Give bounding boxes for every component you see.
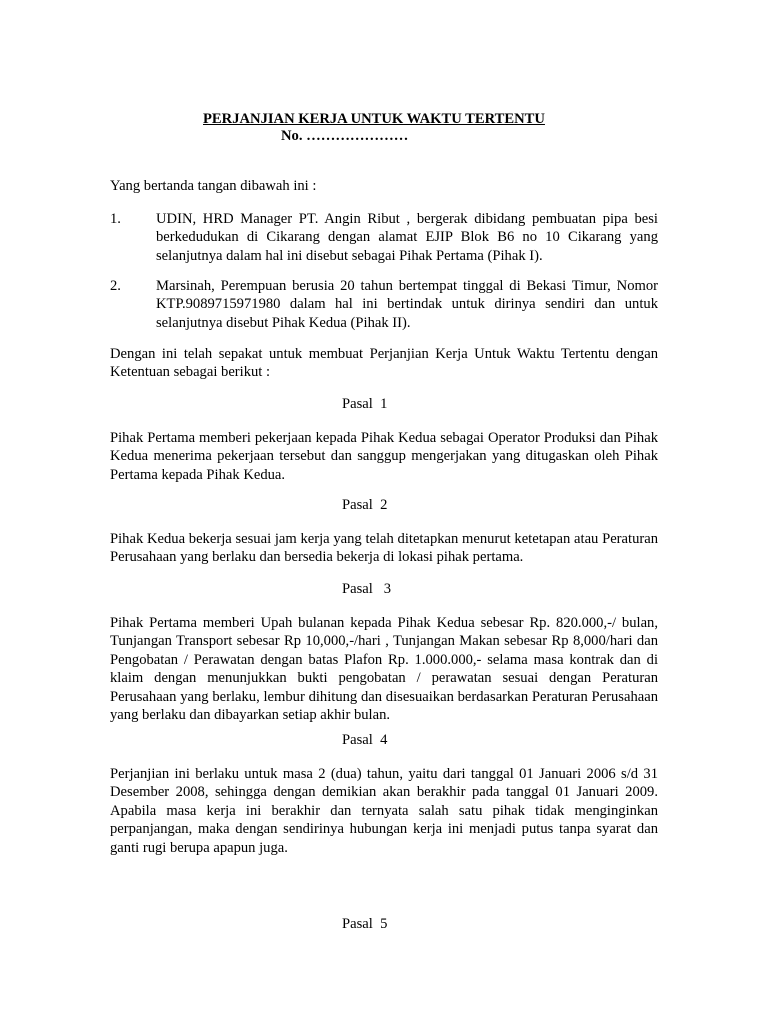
party-1-text: UDIN, HRD Manager PT. Angin Ribut , bergerak dibidang pembuatan pipa besi berkedudukan di Cikarang dengan alamat EJIP Blok B6 no 10 Cikarang yang selanjutnya dalam hal ini disebut sebagai Pihak Pertama (Pihak I).	[156, 211, 658, 264]
article-3-text: Pihak Pertama memberi Upah bulanan kepada Pihak Kedua sebesar Rp. 820.000,-/ bulan, Tunjangan Transport sebesar Rp 10,000,-/hari , Tunjangan Makan sebesar Rp 8,000/hari dan Pengobatan / Perawatan dengan batas Plafon Rp. 1.000.000,- selama masa kontrak dan di klaim dengan menunjukkan bukti pengobatan / perawatan sesuai dengan Peraturan Perusahaan yang berlaku, lembur dihitung dan disesuaikan berdasarkan Peraturan Perusahaan yang berlaku dan dibayarkan setiap akhir bulan.	[110, 615, 658, 724]
document-number: No. …………………	[281, 128, 409, 144]
article-4-text: Perjanjian ini berlaku untuk masa 2 (dua) tahun, yaitu dari tanggal 01 Januari 2006 s/d 31 Desember 2008, sehingga dengan demikian akan berakhir pada tanggal 01 Januari 2009. Apabila masa kerja ini berakhir dan ternyata salah satu pihak tidak menginginkan perpanjangan, maka dengan sendirinya hubungan kerja ini menjadi putus tanpa syarat dan ganti rugi berupa apapun juga.	[110, 766, 658, 856]
article-3-heading: Pasal 3	[342, 581, 392, 597]
party-1-number: 1.	[110, 211, 121, 227]
article-2-text: Pihak Kedua bekerja sesuai jam kerja yang telah ditetapkan menurut ketetapan atau Peraturan Perusahaan yang berlaku dan bersedia bekerja di lokasi pihak pertama.	[110, 531, 658, 566]
document-title: PERJANJIAN KERJA UNTUK WAKTU TERTENTU	[203, 111, 545, 127]
article-4-heading: Pasal 4	[342, 732, 388, 748]
party-2-text: Marsinah, Perempuan berusia 20 tahun bertempat tinggal di Bekasi Timur, Nomor KTP.9089715971980 dalam hal ini bertindak untuk dirinya sendiri dan untuk selanjutnya disebut Pihak Kedua (Pihak II).	[156, 278, 658, 331]
article-1-heading: Pasal 1	[342, 396, 388, 412]
article-2-heading: Pasal 2	[342, 497, 388, 513]
article-5-heading: Pasal 5	[342, 916, 388, 932]
article-1-text: Pihak Pertama memberi pekerjaan kepada Pihak Kedua sebagai Operator Produksi dan Pihak Kedua menerima pekerjaan tersebut dan sanggup mengerjakan yang ditugaskan oleh Pihak Pertama kepada Pihak Kedua.	[110, 430, 658, 483]
party-2-number: 2.	[110, 278, 121, 294]
agreement-text: Dengan ini telah sepakat untuk membuat Perjanjian Kerja Untuk Waktu Tertentu dengan Ketentuan sebagai berikut :	[110, 346, 658, 381]
intro-text: Yang bertanda tangan dibawah ini :	[110, 178, 317, 194]
